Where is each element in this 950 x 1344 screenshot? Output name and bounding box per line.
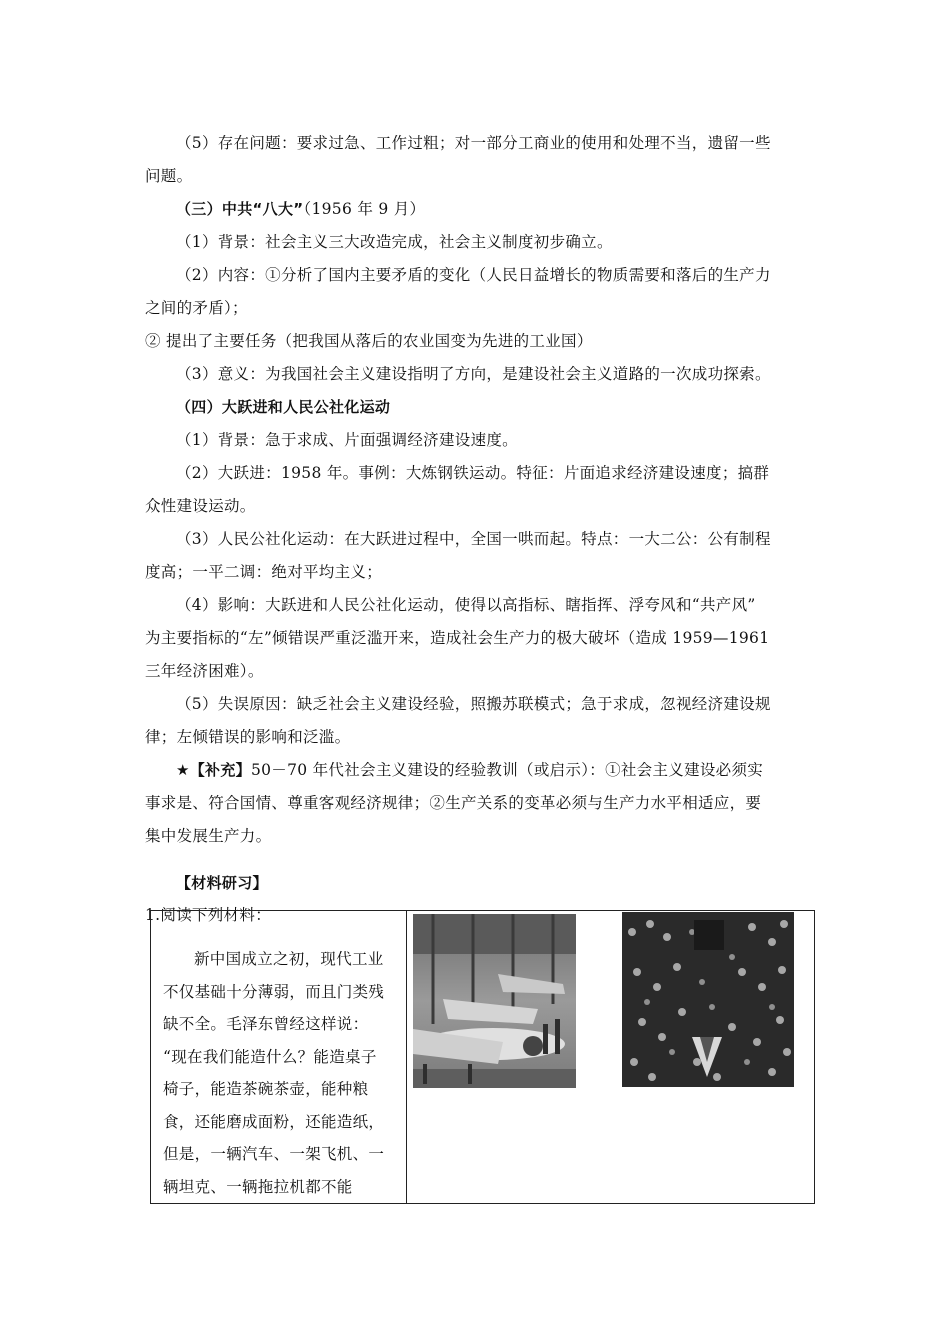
supplement-text: 50－70 年代社会主义建设的经验教训（或启示）：①社会主义建设必须实 <box>250 761 764 779</box>
text-line: （2）大跃进：1958 年。事例：大炼钢铁运动。特征：片面追求经济建设速度；搞群 <box>176 464 770 482</box>
material-line: 椅子，能造茶碗茶壶，能种粮 <box>163 1080 369 1098</box>
text-line: （5）失误原因：缺乏社会主义建设经验，照搬苏联模式；急于求成，忽视经济建设规 <box>176 695 771 713</box>
text-line: （3）人民公社化运动：在大跃进过程中，全国一哄而起。特点：一大二公：公有制程 <box>176 530 771 548</box>
text-line: ② 提出了主要任务（把我国从落后的农业国变为先进的工业国） <box>145 332 593 350</box>
material-line: 新中国成立之初，现代工业 <box>194 950 384 968</box>
supplement-label: ★【补充】 <box>176 761 251 779</box>
heading-text: （三）中共“八大” <box>176 200 304 218</box>
supplement-line <box>176 759 816 781</box>
text-line: （1）背景：急于求成、片面强调经济建设速度。 <box>176 431 518 449</box>
heading-eighth-congress <box>176 198 816 220</box>
text-line: （2）内容：①分析了国内主要矛盾的变化（人民日益增长的物质需要和落后的生产力 <box>176 266 771 284</box>
material-line: 不仅基础十分薄弱，而且门类残 <box>163 982 385 1001</box>
text-line: （4）影响：大跃进和人民公社化运动，使得以高指标、瞎指挥、浮夸风和“共产风” <box>176 596 756 614</box>
text-line: （1）背景：社会主义三大改造完成，社会主义制度初步确立。 <box>176 233 613 251</box>
material-line: 缺不全。毛泽东曾经这样说： <box>163 1015 369 1033</box>
crowd-photo <box>622 912 794 1087</box>
text-line: 度高；一平二调：绝对平均主义； <box>145 563 383 581</box>
material-line: 辆坦克、一辆拖拉机都不能 <box>163 1177 353 1196</box>
material-line: 食，还能磨成面粉，还能造纸， <box>163 1112 385 1131</box>
section-title: 【材料研习】 <box>176 874 268 892</box>
text-line: 集中发展生产力。 <box>145 827 272 845</box>
material-line: “现在我们能造什么？能造桌子 <box>163 1047 377 1066</box>
text-line: 事求是、符合国情、尊重客观经济规律；②生产关系的变革必须与生产力水平相适应，要 <box>145 794 762 812</box>
text-line: 众性建设运动。 <box>145 497 256 515</box>
question-1: 1.阅读下列材料： <box>145 906 271 924</box>
text-line: 之间的矛盾）； <box>145 299 248 317</box>
heading-great-leap: （四）大跃进和人民公社化运动 <box>176 398 391 416</box>
text-line: （3）意义：为我国社会主义建设指明了方向，是建设社会主义道路的一次成功探索。 <box>176 365 771 383</box>
text-line: 问题。 <box>145 167 193 185</box>
material-text-cell <box>151 911 407 1204</box>
aircraft-factory-photo <box>413 914 576 1088</box>
heading-date: （1956 年 9 月） <box>303 200 426 218</box>
text-line: （5）存在问题：要求过急、工作过粗；对一部分工商业的使用和处理不当，遗留一些 <box>176 134 771 152</box>
text-line: 律；左倾错误的影响和泛滥。 <box>145 728 351 746</box>
material-paragraph <box>151 911 406 1203</box>
text-line: 为主要指标的“左”倾错误严重泛滥开来，造成社会生产力的极大破坏（造成 1959—1961 <box>145 629 770 647</box>
text-line: 三年经济困难）。 <box>145 662 264 680</box>
material-line: 但是，一辆汽车、一架飞机、一 <box>163 1145 385 1163</box>
